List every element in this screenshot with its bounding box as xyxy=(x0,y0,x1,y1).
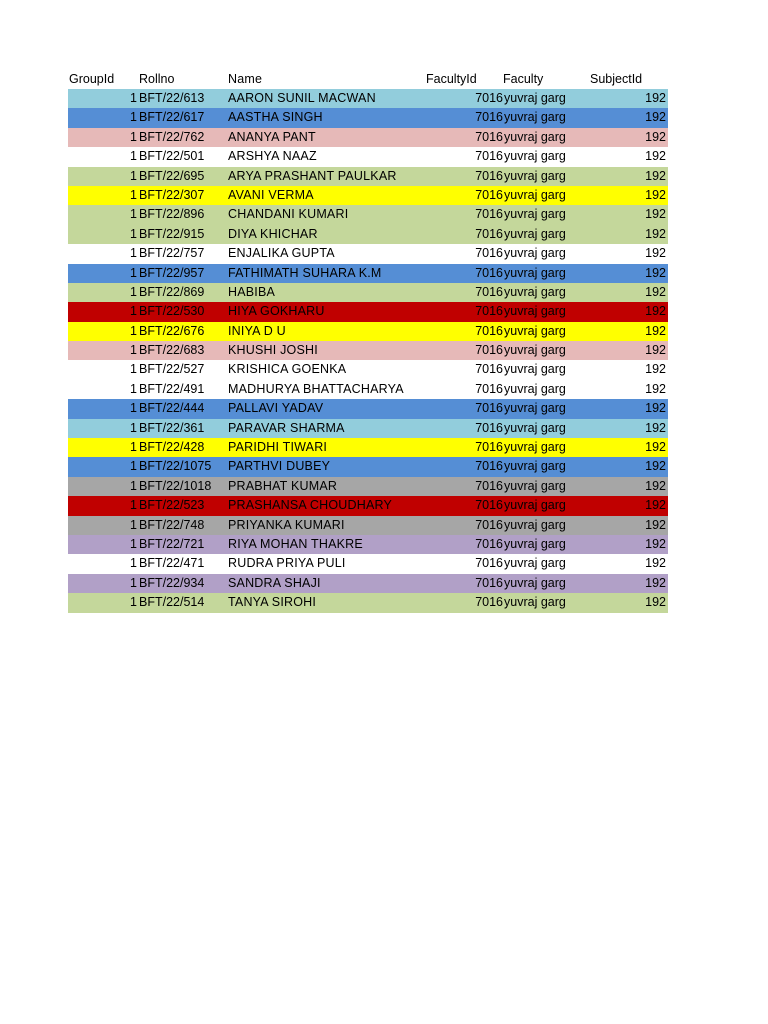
group-id-cell: 1 xyxy=(130,381,137,396)
name-cell: PARTHVI DUBEY xyxy=(228,459,331,474)
table-row xyxy=(68,89,668,108)
roll-cell: BFT/22/762 xyxy=(139,129,205,144)
subject-id-cell: 192 xyxy=(645,362,666,377)
group-id-cell: 1 xyxy=(130,129,137,144)
name-cell: PALLAVI YADAV xyxy=(228,401,324,416)
faculty-cell: yuvraj garg xyxy=(504,91,566,105)
subject-id-cell: 192 xyxy=(645,207,666,222)
faculty-id-cell: 7016 xyxy=(475,595,503,610)
name-cell: ANANYA PANT xyxy=(228,129,316,144)
faculty-id-cell: 7016 xyxy=(475,149,503,164)
group-id-cell: 1 xyxy=(130,362,137,377)
group-id-cell: 1 xyxy=(130,401,137,416)
table-row xyxy=(68,302,668,321)
faculty-cell: yuvraj garg xyxy=(504,459,566,474)
subject-id-cell: 192 xyxy=(645,575,666,590)
name-cell: CHANDANI KUMARI xyxy=(228,207,349,222)
name-cell: HABIBA xyxy=(228,284,276,299)
subject-id-cell: 192 xyxy=(645,381,666,396)
roll-cell: BFT/22/471 xyxy=(139,556,205,571)
group-id-cell: 1 xyxy=(130,265,137,280)
header-faculty-id: FacultyId xyxy=(426,72,477,86)
roll-cell: BFT/22/896 xyxy=(139,207,205,222)
roll-cell: BFT/22/523 xyxy=(139,498,205,513)
subject-id-cell: 192 xyxy=(645,149,666,164)
subject-id-cell: 192 xyxy=(645,343,666,358)
group-id-cell: 1 xyxy=(130,284,137,299)
roll-cell: BFT/22/915 xyxy=(139,226,205,241)
subject-id-cell: 192 xyxy=(645,91,666,105)
subject-id-cell: 192 xyxy=(645,129,666,144)
group-id-cell: 1 xyxy=(130,498,137,513)
group-id-cell: 1 xyxy=(130,478,137,493)
table-row xyxy=(68,360,668,379)
group-id-cell: 1 xyxy=(130,575,137,590)
faculty-cell: yuvraj garg xyxy=(504,265,566,280)
group-id-cell: 1 xyxy=(130,304,137,319)
faculty-cell: yuvraj garg xyxy=(504,129,566,144)
name-cell: PRABHAT KUMAR xyxy=(228,478,338,493)
group-id-cell: 1 xyxy=(130,91,137,105)
roll-cell: BFT/22/491 xyxy=(139,381,205,396)
roll-cell: BFT/22/361 xyxy=(139,420,205,435)
faculty-cell: yuvraj garg xyxy=(504,440,566,455)
faculty-id-cell: 7016 xyxy=(475,343,503,358)
faculty-cell: yuvraj garg xyxy=(504,536,566,551)
subject-id-cell: 192 xyxy=(645,187,666,202)
roll-cell: BFT/22/934 xyxy=(139,575,205,590)
group-id-cell: 1 xyxy=(130,149,137,164)
roll-cell: BFT/22/1018 xyxy=(139,478,212,493)
name-cell: PARIDHI TIWARI xyxy=(228,440,328,455)
group-id-cell: 1 xyxy=(130,187,137,202)
name-cell: PRASHANSA CHOUDHARY xyxy=(228,498,393,513)
name-cell: FATHIMATH SUHARA K.M xyxy=(228,265,382,280)
table-row xyxy=(68,438,668,457)
name-cell: SANDRA SHAJI xyxy=(228,575,321,590)
group-id-cell: 1 xyxy=(130,440,137,455)
table-row xyxy=(68,496,668,515)
faculty-cell: yuvraj garg xyxy=(504,284,566,299)
faculty-id-cell: 7016 xyxy=(475,536,503,551)
table-row xyxy=(68,264,668,283)
roll-cell: BFT/22/1075 xyxy=(139,459,212,474)
roll-cell: BFT/22/676 xyxy=(139,323,205,338)
faculty-id-cell: 7016 xyxy=(475,110,503,125)
group-id-cell: 1 xyxy=(130,459,137,474)
roll-cell: BFT/22/613 xyxy=(139,91,205,105)
group-id-cell: 1 xyxy=(130,536,137,551)
roll-cell: BFT/22/527 xyxy=(139,362,205,377)
roll-cell: BFT/22/869 xyxy=(139,284,205,299)
subject-id-cell: 192 xyxy=(645,440,666,455)
name-cell: AASTHA SINGH xyxy=(228,110,323,125)
roll-cell: BFT/22/957 xyxy=(139,265,205,280)
faculty-id-cell: 7016 xyxy=(475,401,503,416)
table-row xyxy=(68,574,668,593)
table-row xyxy=(68,167,668,186)
name-cell: MADHURYA BHATTACHARYA xyxy=(228,381,404,396)
table-row xyxy=(68,593,668,612)
faculty-id-cell: 7016 xyxy=(475,284,503,299)
name-cell: ARYA PRASHANT PAULKAR xyxy=(228,168,397,183)
name-cell: AVANI VERMA xyxy=(228,187,314,202)
faculty-id-cell: 7016 xyxy=(475,91,503,105)
roll-cell: BFT/22/428 xyxy=(139,440,205,455)
name-cell: PRIYANKA KUMARI xyxy=(228,517,345,532)
table-row xyxy=(68,128,668,147)
table-row xyxy=(68,477,668,496)
faculty-cell: yuvraj garg xyxy=(504,187,566,202)
roll-cell: BFT/22/757 xyxy=(139,246,205,261)
faculty-id-cell: 7016 xyxy=(475,556,503,571)
faculty-cell: yuvraj garg xyxy=(504,478,566,493)
subject-id-cell: 192 xyxy=(645,595,666,610)
faculty-id-cell: 7016 xyxy=(475,459,503,474)
table-row xyxy=(68,399,668,418)
table-row xyxy=(68,244,668,263)
roll-cell: BFT/22/501 xyxy=(139,149,205,164)
roll-cell: BFT/22/530 xyxy=(139,304,205,319)
table-row xyxy=(68,380,668,399)
group-id-cell: 1 xyxy=(130,246,137,261)
table-row xyxy=(68,108,668,127)
faculty-cell: yuvraj garg xyxy=(504,207,566,222)
faculty-id-cell: 7016 xyxy=(475,265,503,280)
faculty-cell: yuvraj garg xyxy=(504,381,566,396)
group-id-cell: 1 xyxy=(130,323,137,338)
roll-cell: BFT/22/695 xyxy=(139,168,205,183)
faculty-cell: yuvraj garg xyxy=(504,226,566,241)
subject-id-cell: 192 xyxy=(645,323,666,338)
faculty-cell: yuvraj garg xyxy=(504,149,566,164)
faculty-cell: yuvraj garg xyxy=(504,420,566,435)
subject-id-cell: 192 xyxy=(645,265,666,280)
group-id-cell: 1 xyxy=(130,207,137,222)
name-cell: ARSHYA NAAZ xyxy=(228,149,317,164)
table-row xyxy=(68,225,668,244)
subject-id-cell: 192 xyxy=(645,517,666,532)
faculty-id-cell: 7016 xyxy=(475,440,503,455)
name-cell: ENJALIKA GUPTA xyxy=(228,246,335,261)
group-id-cell: 1 xyxy=(130,343,137,358)
table-row xyxy=(68,457,668,476)
roll-cell: BFT/22/617 xyxy=(139,110,205,125)
faculty-id-cell: 7016 xyxy=(475,323,503,338)
name-cell: DIYA KHICHAR xyxy=(228,226,318,241)
table-row xyxy=(68,554,668,573)
roll-cell: BFT/22/514 xyxy=(139,595,205,610)
faculty-id-cell: 7016 xyxy=(475,129,503,144)
faculty-id-cell: 7016 xyxy=(475,517,503,532)
subject-id-cell: 192 xyxy=(645,246,666,261)
table-row xyxy=(68,205,668,224)
subject-id-cell: 192 xyxy=(645,304,666,319)
header-name: Name xyxy=(228,72,263,86)
faculty-cell: yuvraj garg xyxy=(504,362,566,377)
faculty-cell: yuvraj garg xyxy=(504,498,566,513)
group-id-cell: 1 xyxy=(130,420,137,435)
subject-id-cell: 192 xyxy=(645,556,666,571)
name-cell: KRISHICA GOENKA xyxy=(228,362,347,377)
table-body xyxy=(68,89,668,613)
subject-id-cell: 192 xyxy=(645,478,666,493)
group-id-cell: 1 xyxy=(130,517,137,532)
name-cell: RUDRA PRIYA PULI xyxy=(228,556,346,571)
faculty-cell: yuvraj garg xyxy=(504,168,566,183)
table-row xyxy=(68,516,668,535)
faculty-id-cell: 7016 xyxy=(475,207,503,222)
roll-cell: BFT/22/721 xyxy=(139,536,205,551)
name-cell: INIYA D U xyxy=(228,323,286,338)
group-id-cell: 1 xyxy=(130,556,137,571)
group-id-cell: 1 xyxy=(130,168,137,183)
name-cell: RIYA MOHAN THAKRE xyxy=(228,536,363,551)
subject-id-cell: 192 xyxy=(645,498,666,513)
table-row xyxy=(68,283,668,302)
faculty-cell: yuvraj garg xyxy=(504,595,566,610)
faculty-cell: yuvraj garg xyxy=(504,517,566,532)
group-id-cell: 1 xyxy=(130,226,137,241)
faculty-id-cell: 7016 xyxy=(475,381,503,396)
group-id-cell: 1 xyxy=(130,110,137,125)
student-table xyxy=(68,69,668,613)
faculty-cell: yuvraj garg xyxy=(504,575,566,590)
subject-id-cell: 192 xyxy=(645,226,666,241)
subject-id-cell: 192 xyxy=(645,401,666,416)
table-row xyxy=(68,322,668,341)
table-row xyxy=(68,341,668,360)
faculty-id-cell: 7016 xyxy=(475,420,503,435)
roll-cell: BFT/22/307 xyxy=(139,187,205,202)
faculty-cell: yuvraj garg xyxy=(504,110,566,125)
faculty-id-cell: 7016 xyxy=(475,246,503,261)
faculty-cell: yuvraj garg xyxy=(504,323,566,338)
name-cell: HIYA GOKHARU xyxy=(228,304,325,319)
name-cell: KHUSHI JOSHI xyxy=(228,343,318,358)
roll-cell: BFT/22/444 xyxy=(139,401,205,416)
table-row xyxy=(68,419,668,438)
faculty-id-cell: 7016 xyxy=(475,575,503,590)
faculty-cell: yuvraj garg xyxy=(504,246,566,261)
table-row xyxy=(68,186,668,205)
table-row xyxy=(68,535,668,554)
name-cell: TANYA SIROHI xyxy=(228,595,317,610)
subject-id-cell: 192 xyxy=(645,110,666,125)
faculty-id-cell: 7016 xyxy=(475,168,503,183)
table-row xyxy=(68,147,668,166)
faculty-id-cell: 7016 xyxy=(475,304,503,319)
faculty-id-cell: 7016 xyxy=(475,226,503,241)
faculty-cell: yuvraj garg xyxy=(504,304,566,319)
faculty-cell: yuvraj garg xyxy=(504,556,566,571)
name-cell: PARAVAR SHARMA xyxy=(228,420,345,435)
header-group-id: GroupId xyxy=(69,72,115,86)
subject-id-cell: 192 xyxy=(645,168,666,183)
faculty-cell: yuvraj garg xyxy=(504,343,566,358)
subject-id-cell: 192 xyxy=(645,284,666,299)
subject-id-cell: 192 xyxy=(645,420,666,435)
header-roll-no: Rollno xyxy=(139,72,175,86)
name-cell: AARON SUNIL MACWAN xyxy=(228,91,376,105)
header-faculty: Faculty xyxy=(503,72,544,86)
faculty-id-cell: 7016 xyxy=(475,187,503,202)
faculty-id-cell: 7016 xyxy=(475,498,503,513)
faculty-cell: yuvraj garg xyxy=(504,401,566,416)
table-header xyxy=(68,69,668,89)
faculty-id-cell: 7016 xyxy=(475,478,503,493)
subject-id-cell: 192 xyxy=(645,459,666,474)
subject-id-cell: 192 xyxy=(645,536,666,551)
faculty-id-cell: 7016 xyxy=(475,362,503,377)
roll-cell: BFT/22/683 xyxy=(139,343,205,358)
roll-cell: BFT/22/748 xyxy=(139,517,205,532)
header-subject-id: SubjectId xyxy=(590,72,643,86)
group-id-cell: 1 xyxy=(130,595,137,610)
